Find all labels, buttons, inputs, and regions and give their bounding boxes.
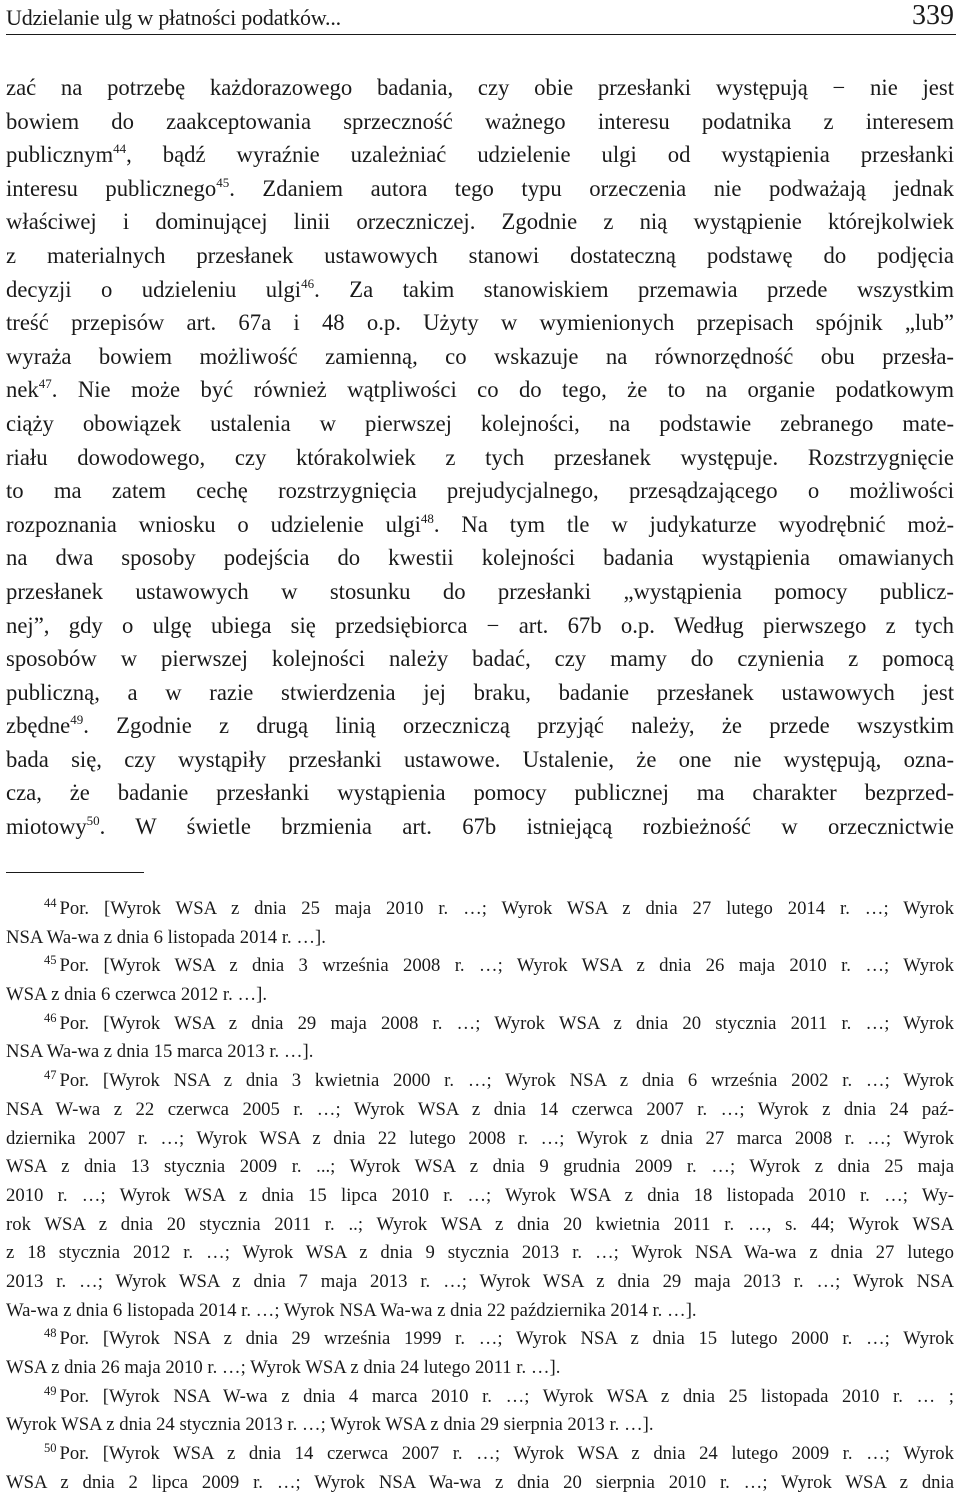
text-line: wyraża bowiem możliwość zamienną, co wskazuje na równorzędność obu przesła- xyxy=(6,343,954,369)
footnote-number: 49 xyxy=(44,1383,57,1398)
text-line: nej”, gdy o ulgę ubiega się przedsiębiorca − art. 67b o.p. Według pierwszego z tych xyxy=(6,612,954,638)
footnote-text: Por. [Wyrok WSA z dnia 25 maja 2010 r. …; Wyrok WSA z dnia 27 lutego 2014 r. …; Wyrok xyxy=(59,898,954,919)
text-line: na dwa sposoby podejścia do kwestii kolejności badania wystąpienia omawianych xyxy=(6,545,954,571)
text-line: rozpoznania wniosku o udzielenie ulgi$^{48}$. Na tym tle w judykaturze wyodrębnić moż- xyxy=(6,510,954,537)
footnote-ref[interactable]: 49 xyxy=(70,712,84,728)
text-line: przesłanek ustawowych w stosunku do przesłanki „wystąpienia pomocy publicz- xyxy=(6,578,954,604)
footnote-ref[interactable]: 48 xyxy=(420,510,434,526)
footnote-text: Por. [Wyrok WSA z dnia 14 czerwca 2007 r. …; Wyrok WSA z dnia 24 lutego 2009 r. …; Wyrok xyxy=(59,1443,954,1465)
footnote-ref[interactable]: 46 xyxy=(301,275,315,291)
text-line: interesu publicznego$^{45}$. Zdaniem autora tego typu orzeczenia nie podważają jednak xyxy=(6,174,954,201)
text-line: cza, że badanie przesłanki wystąpienia pomocy publicznej ma charakter bezprzed- xyxy=(6,780,954,806)
footnote-line xyxy=(6,1096,954,1125)
text-line: treść przepisów art. 67a i 48 o.p. Użyty w wymienionych przepisach spójnik „lub” xyxy=(6,310,954,336)
text-line: decyzji o udzieleniu ulgi$^{46}$. Za takim stanowiskiem przemawia przede wszystkim xyxy=(6,275,954,302)
running-header xyxy=(6,2,956,35)
footnote-line xyxy=(6,1440,954,1469)
footnote-number: 50 xyxy=(44,1441,57,1456)
text-line: ciąży obowiązek ustalenia w pierwszej kolejności, na podstawie zebranego mate- xyxy=(6,410,954,436)
text-line: bowiem do zaakceptowania sprzeczność ważnego interesu podatnika z interesem xyxy=(6,108,954,134)
footnote-text: z 18 stycznia 2012 r. …; Wyrok WSA z dnia 9 stycznia 2013 r. …; Wyrok NSA Wa-wa z dnia 27 lutego xyxy=(6,1242,954,1264)
footnote-line xyxy=(6,1010,954,1039)
footnote-line xyxy=(6,1153,954,1182)
footnote-ref[interactable]: 44 xyxy=(113,141,127,157)
footnote-text: WSA z dnia 2 lipca 2009 r. …; Wyrok NSA Wa-wa z dnia 20 sierpnia 2010 r. …; Wyrok WSA z dnia xyxy=(6,1471,954,1493)
footnote-text: NSA Wa-wa z dnia 6 listopada 2014 r. …]. xyxy=(6,926,326,948)
footnote-line xyxy=(6,1469,954,1497)
footnote-line xyxy=(6,1268,954,1297)
footnote-line xyxy=(6,1354,954,1383)
footnote-line xyxy=(6,1182,954,1211)
footnote-separator xyxy=(6,872,144,873)
chapter-title: Udzielanie ulg w płatności podatków... xyxy=(6,5,341,30)
footnote-number: 45 xyxy=(44,953,57,968)
footnote-text: 2013 r. …; Wyrok WSA z dnia 7 maja 2013 r. …; Wyrok WSA z dnia 29 maja 2013 r. …; Wyrok NSA xyxy=(6,1270,954,1292)
footnote-line xyxy=(6,924,954,953)
main-text xyxy=(6,71,954,844)
text-line: miotowy$^{50}$. W świetle brzmienia art. 67b istniejącą rozbieżność w orzecznictwie xyxy=(6,813,954,840)
footnote-line xyxy=(6,952,954,981)
footnotes-section xyxy=(6,895,954,1497)
footnote-number: 46 xyxy=(44,1010,57,1025)
page-number: 339 xyxy=(912,0,954,31)
text-line: zbędne$^{49}$. Zgodnie z drugą linią orzeczniczą przyjąć należy, że przede wszystkim xyxy=(6,712,954,739)
footnote-line xyxy=(6,1411,954,1440)
text-line: publicznym$^{44}$, bądź wyraźnie uzależniać udzielenie ulgi od wystąpienia przesłanki xyxy=(6,141,954,168)
footnote-text: Wyrok WSA z dnia 24 stycznia 2013 r. …; Wyrok WSA z dnia 29 sierpnia 2013 r. …]. xyxy=(6,1414,654,1436)
footnote-ref[interactable]: 45 xyxy=(216,174,230,190)
footnote-line xyxy=(6,1211,954,1240)
footnote-text: rok WSA z dnia 20 stycznia 2011 r. ..; Wyrok WSA z dnia 20 kwietnia 2011 r. …, s. 44; Wyrok WSA xyxy=(6,1213,954,1235)
footnote-number: 48 xyxy=(44,1326,57,1341)
text-line: to ma zatem cechę rozstrzygnięcia prejudycjalnego, przesądzającego o możliwości xyxy=(6,478,954,504)
footnote-ref[interactable]: 50 xyxy=(86,813,100,829)
footnote-text: Por. [Wyrok WSA z dnia 29 maja 2008 r. …; Wyrok WSA z dnia 20 stycznia 2011 r. …; Wyrok xyxy=(59,1012,954,1034)
footnote-text: WSA z dnia 26 maja 2010 r. …; Wyrok WSA z dnia 24 lutego 2011 r. …]. xyxy=(6,1357,561,1378)
footnote-line xyxy=(6,1067,954,1096)
footnote-text: NSA Wa-wa z dnia 15 marca 2013 r. …]. xyxy=(6,1041,314,1063)
footnote-text: Wa-wa z dnia 6 listopada 2014 r. …; Wyrok NSA Wa-wa z dnia 22 października 2014 r. …]. xyxy=(6,1299,697,1321)
footnote-line xyxy=(6,981,954,1010)
footnote-text: Por. [Wyrok NSA W-wa z dnia 4 marca 2010 r. …; Wyrok WSA z dnia 25 listopada 2010 r. … ; xyxy=(59,1385,954,1407)
footnote-text: dziernika 2007 r. …; Wyrok WSA z dnia 22 lutego 2008 r. …; Wyrok z dnia 27 marca 2008 r. …; Wyrok xyxy=(6,1127,954,1149)
text-line: nek$^{47}$. Nie może być również wątpliwości co do tego, że to na organie podatkowym xyxy=(6,376,954,403)
footnote-number: 44 xyxy=(44,896,57,910)
footnote-line xyxy=(6,1239,954,1268)
footnote-line xyxy=(6,1325,954,1354)
footnote-line xyxy=(6,1038,954,1067)
footnote-text: Por. [Wyrok NSA z dnia 29 września 1999 r. …; Wyrok NSA z dnia 15 lutego 2000 r. …; Wyrok xyxy=(59,1328,954,1350)
footnote-line xyxy=(6,1383,954,1412)
text-line: sposobów w pierwszej kolejności należy badać, czy mamy do czynienia z pomocą xyxy=(6,646,954,672)
footnote-text: 2010 r. …; Wyrok WSA z dnia 15 lipca 2010 r. …; Wyrok WSA z dnia 18 listopada 2010 r. …; Wy- xyxy=(6,1184,954,1206)
footnote-line xyxy=(6,1125,954,1154)
footnote-text: Por. [Wyrok NSA z dnia 3 kwietnia 2000 r. …; Wyrok NSA z dnia 6 września 2002 r. …; Wyrok xyxy=(59,1070,954,1092)
text-line: właściwej i dominującej linii orzeczniczej. Zgodnie z nią wystąpienie którejkolwiek xyxy=(6,209,954,235)
footnote-text: WSA z dnia 6 czerwca 2012 r. …]. xyxy=(6,984,268,1006)
footnote-line xyxy=(6,1297,954,1326)
footnote-text: WSA z dnia 13 stycznia 2009 r. ...; Wyrok WSA z dnia 9 grudnia 2009 r. …; Wyrok z dnia 25 maja xyxy=(6,1156,954,1178)
text-line: bada się, czy wystąpiły przesłanki ustawowe. Ustalenie, że one nie występują, ozna- xyxy=(6,746,954,772)
footnote-text: NSA W-wa z 22 czerwca 2005 r. …; Wyrok WSA z dnia 14 czerwca 2007 r. …; Wyrok z dnia 24 paź- xyxy=(6,1098,954,1120)
footnote-ref[interactable]: 47 xyxy=(38,376,52,392)
text-line: zać na potrzebę każdorazowego badania, czy obie przesłanki występują − nie jest xyxy=(6,75,954,100)
text-line: z materialnych przesłanek ustawowych stanowi dostateczną podstawę do podjęcia xyxy=(6,242,954,268)
text-line: publiczną, a w razie stwierdzenia jej braku, badanie przesłanek ustawowych jest xyxy=(6,679,954,705)
text-line: riału dowodowego, czy którakolwiek z tych przesłanek występuje. Rozstrzygnięcie xyxy=(6,444,954,470)
footnote-line xyxy=(6,895,954,924)
footnote-number: 47 xyxy=(44,1068,57,1083)
footnote-text: Por. [Wyrok WSA z dnia 3 września 2008 r. …; Wyrok WSA z dnia 26 maja 2010 r. …; Wyrok xyxy=(59,955,954,977)
